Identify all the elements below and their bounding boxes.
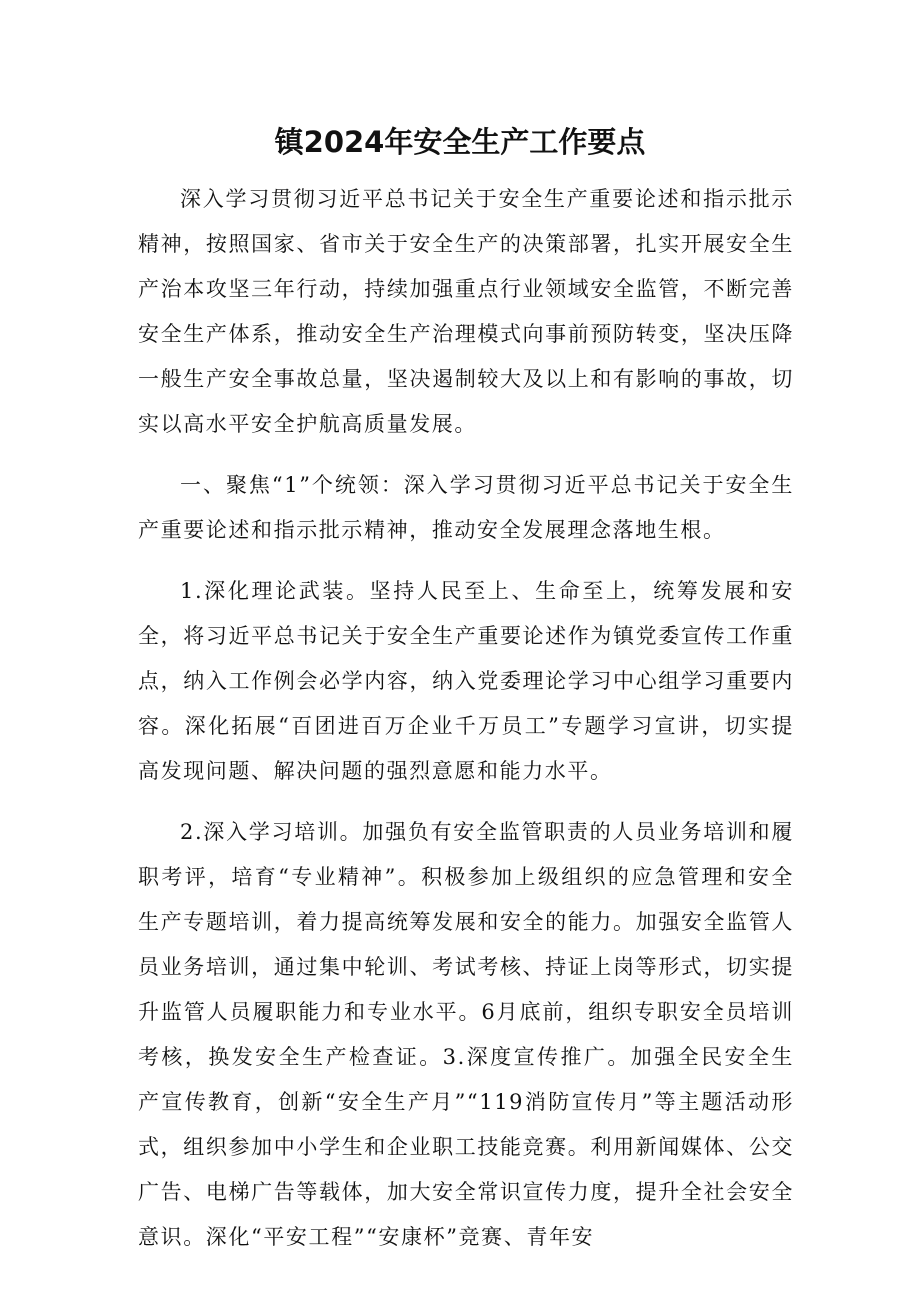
document-title: 镇2024年安全生产工作要点 [274, 125, 646, 159]
item-paragraph-1: 1.深化理论武装。坚持人民至上、生命至上，统筹发展和安全，将习近平总书记关于安全生产重要论述作为镇党委宣传工作重点，纳入工作例会必学内容，纳入党委理论学习中心组学习重要内容。深化拓展“百团进百万企业千万员工”专题学习宣讲，切实提高发现问题、解决问题的强烈意愿和能力水平。 [138, 579, 794, 783]
intro-paragraph: 深入学习贯彻习近平总书记关于安全生产重要论述和指示批示精神，按照国家、省市关于安全生产的决策部署，扎实开展安全生产治本攻坚三年行动，持续加强重点行业领域安全监管，不断完善安全生产体系，推动安全生产治理模式向事前预防转变，坚决压降一般生产安全事故总量，坚决遏制较大及以上和有影响的事故，切实以高水平安全护航高质量发展。 [138, 187, 794, 436]
section-heading-1: 一、聚焦“1”个统领：深入学习贯彻习近平总书记关于安全生产重要论述和指示批示精神，推动安全发展理念落地生根。 [138, 473, 794, 542]
item-paragraph-2: 2.深入学习培训。加强负有安全监管职责的人员业务培训和履职考评，培育“专业精神”。积极参加上级组织的应急管理和安全生产专题培训，着力提高统筹发展和安全的能力。加强安全监管人员业务培训，通过集中轮训、考试考核、持证上岗等形式，切实提升监管人员履职能力和专业水平。6月底前，组织专职安全员培训考核，换发安全生产检查证。3.深度宣传推广。加强全民安全生产宣传教育，创新“安全生产月”“119消防宣传月”等主题活动形式，组织参加中小学生和企业职工技能竞赛。利用新闻媒体、公交广告、电梯广告等载体，加大安全常识宣传力度，提升全社会安全意识。深化“平安工程”“安康杯”竞赛、青年安 [138, 820, 794, 1249]
document-body [138, 177, 794, 1260]
